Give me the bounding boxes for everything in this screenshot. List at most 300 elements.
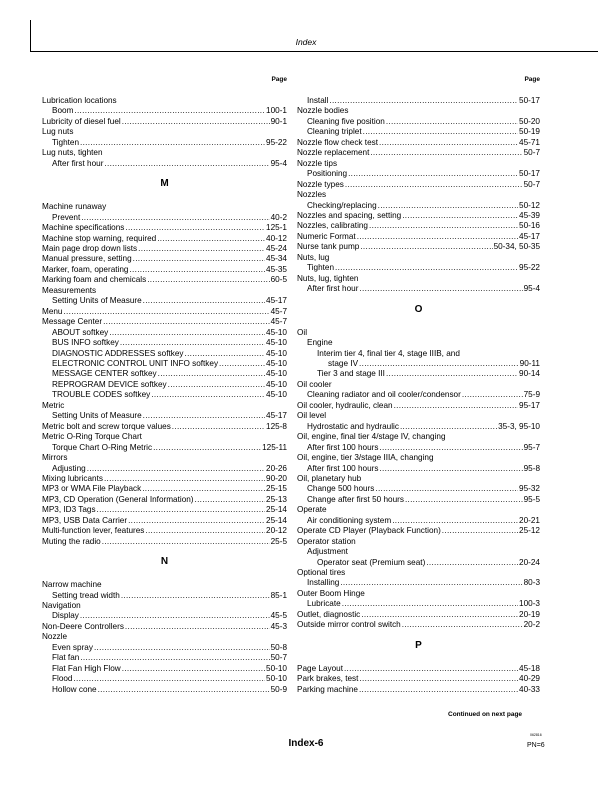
entry-text: MP3, CD Operation (General Information) — [42, 494, 194, 504]
entry-text: Operator seat (Premium seat) — [317, 557, 426, 567]
index-entry — [42, 474, 287, 484]
dot-leader — [386, 369, 518, 379]
dot-leader — [359, 685, 518, 695]
index-heading: Measurements — [42, 285, 97, 295]
entry-page: 45-18 — [519, 663, 540, 673]
entry-page: 40-12 — [266, 233, 287, 243]
index-entry — [42, 254, 287, 264]
entry-text: Tighten — [52, 137, 80, 147]
index-entry — [42, 328, 287, 338]
dot-leader — [138, 244, 265, 254]
entry-text: Hollow cone — [52, 684, 97, 694]
dot-leader — [145, 526, 265, 536]
index-entry — [297, 685, 540, 695]
index-entry — [297, 495, 540, 505]
entry-page: 45-10 — [266, 390, 287, 400]
entry-text: Mixing lubricants — [42, 473, 103, 483]
entry-page: 60-5 — [270, 275, 287, 285]
entry-text: ELECTRONIC CONTROL UNIT INFO softkey — [52, 358, 219, 368]
dot-leader — [394, 401, 518, 411]
dot-leader — [375, 484, 518, 494]
index-heading: Operator station — [297, 536, 356, 546]
entry-page: 90-20 — [266, 473, 287, 483]
entry-page: 95-22 — [519, 263, 540, 273]
entry-page: 45-10 — [266, 348, 287, 358]
index-heading: Nozzles — [297, 190, 327, 200]
dot-leader — [344, 664, 518, 674]
entry-page: 50-9 — [270, 684, 287, 694]
dot-leader — [63, 307, 269, 317]
entry-text: Operate CD Player (Playback Function) — [297, 526, 441, 536]
entry-text: After first hour — [307, 284, 359, 294]
index-entry — [42, 138, 287, 148]
dot-leader — [128, 516, 265, 526]
entry-page: 95-4 — [270, 158, 287, 168]
index-entry — [297, 148, 540, 158]
dot-leader — [129, 265, 265, 275]
dot-leader — [109, 328, 265, 338]
entry-text: Menu — [42, 306, 63, 316]
dot-leader — [379, 138, 518, 148]
entry-text: Oil cooler, hydraulic, clean — [297, 400, 393, 410]
dot-leader — [151, 390, 265, 400]
index-entry — [42, 443, 287, 453]
entry-page: 50-19 — [519, 127, 540, 137]
entry-page: 40-29 — [519, 674, 540, 684]
entry-text: Setting Units of Measure — [52, 411, 142, 421]
index-heading: Nuts, lug — [297, 252, 330, 262]
entry-page: 45-10 — [266, 369, 287, 379]
entry-page: 45-71 — [519, 137, 540, 147]
entry-page: 20-21 — [519, 515, 540, 525]
dot-leader — [340, 578, 522, 588]
doc-code: 062816 — [530, 733, 542, 737]
index-entry — [297, 127, 540, 137]
entry-text: stage IV — [328, 358, 359, 368]
entry-page: 45-24 — [266, 243, 287, 253]
index-entry — [297, 558, 540, 568]
index-entry — [297, 516, 540, 526]
entry-text: MP3, ID3 Tags — [42, 505, 96, 515]
index-entry — [297, 242, 540, 252]
dot-leader — [405, 495, 523, 505]
entry-page: 25-13 — [266, 494, 287, 504]
header-frame — [30, 20, 598, 52]
index-entry — [297, 180, 540, 190]
entry-page: 45-10 — [266, 338, 287, 348]
entry-page: 45-17 — [266, 411, 287, 421]
entry-text: Flood — [52, 674, 73, 684]
index-entry — [42, 664, 287, 674]
index-entry — [42, 307, 287, 317]
entry-page: 25-12 — [519, 526, 540, 536]
entry-text: Nozzles, calibrating — [297, 221, 368, 231]
entry-text: Outlet, diagnostic — [297, 609, 361, 619]
dot-leader — [122, 117, 270, 127]
entry-text: Cleaning triplet — [307, 127, 362, 137]
index-entry — [42, 234, 287, 244]
dot-leader — [80, 138, 265, 148]
index-entry — [42, 611, 287, 621]
entry-page: 45-17 — [519, 231, 540, 241]
entry-page: 90-11 — [519, 358, 540, 368]
index-entry — [42, 411, 287, 421]
dot-leader — [185, 349, 266, 359]
index-entry — [297, 263, 540, 273]
entry-text: Change after first 50 hours — [307, 494, 404, 504]
entry-text: Display — [52, 611, 79, 621]
entry-text: BUS INFO softkey — [52, 338, 119, 348]
dot-leader — [379, 464, 522, 474]
dot-leader — [97, 505, 266, 515]
index-entry — [42, 653, 287, 663]
index-entry — [42, 359, 287, 369]
entry-page: 35-3, 95-10 — [498, 421, 540, 431]
entry-page: 45-17 — [266, 296, 287, 306]
entry-text: Multi-function lever, features — [42, 526, 145, 536]
index-letter-heading: N — [160, 556, 169, 568]
dot-leader — [359, 359, 519, 369]
entry-text: Adjusting — [52, 463, 86, 473]
dot-leader — [121, 591, 270, 601]
entry-text: DIAGNOSTIC ADDRESSES softkey — [52, 348, 184, 358]
entry-page: 50-7 — [523, 179, 540, 189]
page-column-label: Page — [271, 76, 287, 83]
index-entry — [297, 221, 540, 231]
index-entry — [42, 159, 287, 169]
entry-page: 50-7 — [270, 653, 287, 663]
entry-text: Park brakes, test — [297, 674, 359, 684]
entry-text: Flat fan — [52, 653, 80, 663]
dot-leader — [342, 599, 518, 609]
dot-leader — [359, 674, 518, 684]
entry-page: 50-8 — [270, 642, 287, 652]
entry-page: 20-24 — [519, 557, 540, 567]
entry-page: 125-11 — [262, 442, 287, 452]
index-entry — [42, 223, 287, 233]
index-entry — [42, 265, 287, 275]
entry-text: Boom — [52, 106, 74, 116]
index-entry — [42, 369, 287, 379]
dot-leader — [370, 148, 522, 158]
dot-leader — [98, 685, 270, 695]
index-entry — [42, 591, 287, 601]
index-entry — [42, 275, 287, 285]
entry-text: Torque Chart O-Ring Metric — [52, 442, 153, 452]
index-entry — [297, 169, 540, 179]
index-entry — [297, 359, 540, 369]
entry-text: After first 100 hours — [307, 442, 379, 452]
entry-text: Parking machine — [297, 684, 358, 694]
index-entry — [297, 422, 540, 432]
index-heading: Nuts, lug, tighten — [297, 273, 359, 283]
dot-leader — [172, 422, 265, 432]
index-heading: Nozzle — [42, 632, 68, 642]
entry-text: Lubricity of diesel fuel — [42, 116, 121, 126]
dot-leader — [335, 263, 518, 273]
entry-text: TROUBLE CODES softkey — [52, 390, 151, 400]
dot-leader — [168, 380, 265, 390]
index-heading: Oil level — [297, 411, 327, 421]
index-entry — [42, 505, 287, 515]
entry-page: 125-8 — [266, 421, 287, 431]
dot-leader — [147, 275, 269, 285]
entry-text: Change 500 hours — [307, 484, 375, 494]
entry-page: 40-2 — [270, 212, 287, 222]
entry-page: 45-10 — [266, 379, 287, 389]
entry-text: Setting tread width — [52, 590, 120, 600]
entry-text: Outside mirror control switch — [297, 620, 401, 630]
entry-text: Even spray — [52, 642, 93, 652]
entry-text: Muting the radio — [42, 536, 101, 546]
index-heading: Engine — [307, 338, 333, 348]
entry-page: 20-26 — [266, 463, 287, 473]
dot-leader — [80, 653, 269, 663]
entry-text: Prevent — [52, 212, 81, 222]
entry-page: 95-7 — [523, 442, 540, 452]
entry-text: Nozzle flow check test — [297, 137, 378, 147]
index-heading: Metric — [42, 400, 65, 410]
entry-text: Machine specifications — [42, 223, 125, 233]
dot-leader — [348, 169, 518, 179]
dot-leader — [103, 317, 270, 327]
entry-page: 45-7 — [270, 317, 287, 327]
entry-text: Numeric Format — [297, 231, 356, 241]
entry-text: Marking foam and chemicals — [42, 275, 147, 285]
index-entry — [297, 484, 540, 494]
entry-page: 20-2 — [523, 620, 540, 630]
index-heading: Oil cooler — [297, 379, 332, 389]
entry-text: Cleaning radiator and oil cooler/condensor — [307, 390, 461, 400]
entry-text: Manual pressure, setting — [42, 254, 132, 264]
index-entry — [42, 106, 287, 116]
entry-text: Nozzle replacement — [297, 148, 370, 158]
dot-leader — [379, 443, 522, 453]
dot-leader — [357, 232, 518, 242]
entry-page: 45-5 — [270, 611, 287, 621]
entry-text: Installing — [307, 578, 340, 588]
entry-page: 50-17 — [519, 96, 540, 105]
index-entry — [42, 526, 287, 536]
entry-text: After first hour — [52, 158, 104, 168]
index-heading: Lubrication locations — [42, 96, 117, 105]
index-entry — [42, 484, 287, 494]
dot-leader — [345, 180, 523, 190]
index-heading: Oil, engine, final tier 4/stage IV, changing — [297, 432, 446, 442]
dot-leader — [442, 526, 518, 536]
index-entry — [297, 674, 540, 684]
entry-page: 95-32 — [519, 484, 540, 494]
dot-leader — [378, 201, 518, 211]
entry-page: 80-3 — [523, 578, 540, 588]
index-entry — [42, 674, 287, 684]
index-heading: Mirrors — [42, 453, 68, 463]
page-column-label: Page — [524, 76, 540, 83]
dot-leader — [142, 484, 265, 494]
index-entry — [297, 526, 540, 536]
entry-page: 25-14 — [266, 505, 287, 515]
entry-page: 50-16 — [519, 221, 540, 231]
entry-page: 125-1 — [266, 223, 287, 233]
entry-page: 95-22 — [266, 137, 287, 147]
entry-text: Setting Units of Measure — [52, 296, 142, 306]
index-entry — [42, 495, 287, 505]
entry-page: 75-9 — [523, 390, 540, 400]
entry-text: MESSAGE CENTER softkey — [52, 369, 157, 379]
index-heading: Oil, planetary hub — [297, 473, 362, 483]
index-letter-heading: P — [415, 639, 422, 651]
dot-leader — [359, 284, 522, 294]
index-entry — [297, 232, 540, 242]
entry-page: 45-35 — [266, 264, 287, 274]
entry-text: Marker, foam, operating — [42, 264, 129, 274]
index-heading: Lug nuts, tighten — [42, 148, 103, 158]
index-entry — [297, 620, 540, 630]
dot-leader — [363, 127, 518, 137]
entry-page: 50-20 — [519, 116, 540, 126]
dot-leader — [102, 537, 270, 547]
dot-leader — [143, 411, 265, 421]
index-entry — [42, 117, 287, 127]
index-entry — [297, 138, 540, 148]
dot-leader — [120, 338, 265, 348]
entry-page: 90-14 — [519, 369, 540, 379]
entry-page: 95-5 — [523, 494, 540, 504]
index-heading: Optional tires — [297, 568, 346, 578]
entry-text: Flat Fan High Flow — [52, 663, 121, 673]
dot-leader — [329, 96, 518, 106]
entry-text: Non-Deere Controllers — [42, 621, 124, 631]
entry-page: 20-19 — [519, 609, 540, 619]
index-heading: Outer Boom Hinge — [297, 588, 365, 598]
index-heading: Nozzle tips — [297, 158, 338, 168]
dot-leader — [386, 117, 518, 127]
page-number: Index-6 — [288, 738, 324, 749]
entry-text: Nozzle types — [297, 179, 344, 189]
dot-leader — [133, 254, 265, 264]
dot-leader — [360, 242, 492, 252]
dot-leader — [104, 159, 269, 169]
index-entry — [297, 390, 540, 400]
entry-page: 95-4 — [523, 284, 540, 294]
entry-text: Positioning — [307, 169, 348, 179]
dot-leader — [195, 495, 266, 505]
index-heading: Lug nuts — [42, 127, 74, 137]
entry-text: Install — [307, 96, 329, 105]
dot-leader — [80, 611, 270, 621]
index-entry — [42, 622, 287, 632]
index-heading: Operate — [297, 505, 327, 515]
entry-text: Page Layout — [297, 663, 343, 673]
index-entry — [297, 96, 540, 106]
index-entry — [42, 422, 287, 432]
entry-page: 50-17 — [519, 169, 540, 179]
index-heading: Metric O-Ring Torque Chart — [42, 432, 142, 442]
entry-text: Metric bolt and screw torque values — [42, 421, 171, 431]
index-entry — [42, 213, 287, 223]
entry-page: 50-12 — [519, 200, 540, 210]
index-entry — [297, 201, 540, 211]
entry-text: Hydrostatic and hydraulic — [307, 421, 399, 431]
index-heading: Adjustment — [307, 547, 348, 557]
entry-text: Message Center — [42, 317, 103, 327]
entry-page: 25-15 — [266, 484, 287, 494]
index-entry — [297, 401, 540, 411]
index-entry — [42, 685, 287, 695]
index-entry — [42, 464, 287, 474]
index-column-left — [42, 76, 287, 695]
dot-leader — [392, 516, 518, 526]
dot-leader — [94, 643, 270, 653]
index-letter-heading: O — [414, 303, 423, 315]
dot-leader — [81, 213, 269, 223]
index-entry — [42, 537, 287, 547]
index-heading: Oil — [297, 327, 308, 337]
entry-text: Main page drop down lists — [42, 243, 138, 253]
dot-leader — [369, 221, 518, 231]
dot-leader — [104, 474, 265, 484]
index-heading: Nozzle bodies — [297, 106, 349, 116]
dot-leader — [158, 369, 265, 379]
entry-page: 100-1 — [266, 106, 287, 116]
pn-number: PN=6 — [527, 742, 545, 749]
entry-page: 50-7 — [523, 148, 540, 158]
entry-page: 95-8 — [523, 463, 540, 473]
dot-leader — [400, 422, 497, 432]
index-entry — [42, 317, 287, 327]
entry-page: 85-1 — [270, 590, 287, 600]
dot-leader — [125, 223, 265, 233]
dot-leader — [361, 610, 518, 620]
entry-text: Lubricate — [307, 599, 341, 609]
entry-page: 50-10 — [266, 663, 287, 673]
entry-page: 45-7 — [270, 306, 287, 316]
index-entry — [42, 380, 287, 390]
index-column-right — [297, 76, 540, 695]
dot-leader — [73, 674, 265, 684]
index-entry — [297, 664, 540, 674]
entry-text: Checking/replacing — [307, 200, 377, 210]
entry-page: 100-3 — [519, 599, 540, 609]
index-entry — [42, 516, 287, 526]
entry-text: MP3, USB Data Carrier — [42, 515, 128, 525]
entry-text: Machine stop warning, required — [42, 233, 157, 243]
entry-text: MP3 or WMA File Playback — [42, 484, 142, 494]
dot-leader — [153, 443, 261, 453]
header-title: Index — [295, 37, 317, 47]
index-entry — [42, 296, 287, 306]
dot-leader — [219, 359, 265, 369]
index-entry — [297, 284, 540, 294]
dot-leader — [87, 464, 265, 474]
index-entry — [297, 578, 540, 588]
entry-page: 90-1 — [270, 116, 287, 126]
index-entry — [297, 369, 540, 379]
entry-text: Tighten — [307, 263, 335, 273]
index-entry — [42, 390, 287, 400]
entry-text: Nozzles and spacing, setting — [297, 210, 402, 220]
entry-page: 45-39 — [519, 210, 540, 220]
entry-text: ABOUT softkey — [52, 327, 109, 337]
index-entry — [297, 117, 540, 127]
entry-page: 25-14 — [266, 515, 287, 525]
index-entry — [297, 610, 540, 620]
index-letter-heading: M — [160, 178, 169, 190]
dot-leader — [402, 211, 518, 221]
index-entry — [42, 244, 287, 254]
dot-leader — [125, 622, 270, 632]
entry-page: 50-10 — [266, 674, 287, 684]
